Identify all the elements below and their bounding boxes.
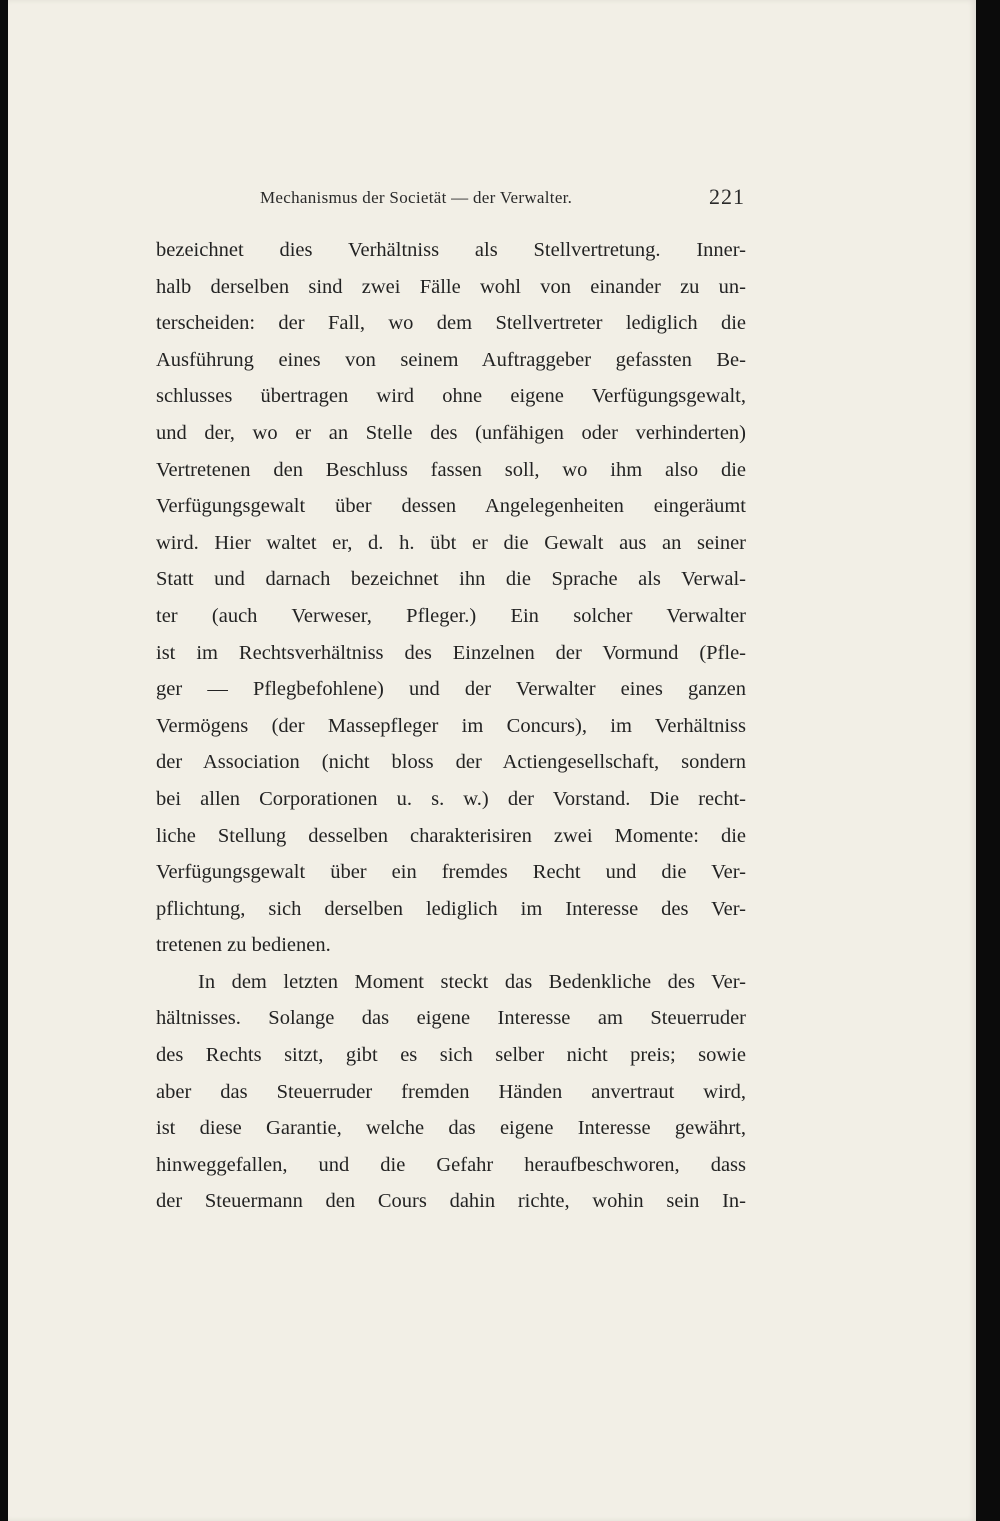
text-line: bei allen Corporationen u. s. w.) der Vorstand. Die recht- — [156, 787, 746, 810]
text-line: Verfügungsgewalt über dessen Angelegenheiten eingeräumt — [156, 495, 746, 518]
text-line: Statt und darnach bezeichnet ihn die Sprache als Verwal- — [156, 568, 746, 591]
body-text — [156, 232, 746, 1220]
text-line: halb derselben sind zwei Fälle wohl von einander zu un- — [156, 275, 746, 298]
text-line: liche Stellung desselben charakterisiren zwei Momente: die — [156, 824, 746, 847]
text-line: hältnisses. Solange das eigene Interesse am Steuerruder — [156, 1007, 746, 1030]
paragraph-end-line: tretenen zu bedienen. — [156, 934, 331, 957]
text-line: ist im Rechtsverhältniss des Einzelnen der Vormund (Pfle- — [156, 641, 746, 664]
text-line: ter (auch Verweser, Pfleger.) Ein solcher Verwalter — [156, 604, 746, 627]
book-page — [8, 0, 976, 1521]
text-line: Verfügungsgewalt über ein fremdes Recht und die Ver- — [156, 861, 746, 884]
text-line: wird. Hier waltet er, d. h. übt er die Gewalt aus an seiner — [156, 531, 746, 554]
text-line: schlusses übertragen wird ohne eigene Verfügungsgewalt, — [156, 385, 746, 408]
text-line: und der, wo er an Stelle des (unfähigen oder verhinderten) — [156, 421, 746, 444]
text-line: Ausführung eines von seinem Auftraggeber gefassten Be- — [156, 348, 746, 371]
paragraph-start-line: In dem letzten Moment steckt das Bedenkliche des Ver- — [198, 970, 746, 993]
page-header — [260, 182, 745, 222]
text-line: der Association (nicht bloss der Actiengesellschaft, sondern — [156, 751, 746, 774]
text-line: bezeichnet dies Verhältniss als Stellvertretung. Inner- — [156, 239, 746, 261]
text-line: des Rechts sitzt, gibt es sich selber nicht preis; sowie — [156, 1044, 746, 1067]
text-line: pflichtung, sich derselben lediglich im Interesse des Ver- — [156, 897, 746, 920]
text-line: ger — Pflegbefohlene) und der Verwalter eines ganzen — [156, 678, 746, 701]
text-line: der Steuermann den Cours dahin richte, wohin sein In- — [156, 1190, 746, 1213]
page-number: 221 — [709, 184, 745, 209]
text-line: Vertretenen den Beschluss fassen soll, wo ihm also die — [156, 458, 746, 481]
running-title: Mechanismus der Societät — der Verwalter. — [260, 188, 573, 207]
text-line: Vermögens (der Massepfleger im Concurs), im Verhältniss — [156, 714, 746, 737]
text-line: ist diese Garantie, welche das eigene Interesse gewährt, — [156, 1117, 746, 1140]
text-line: aber das Steuerruder fremden Händen anvertraut wird, — [156, 1080, 746, 1103]
text-line: hinweggefallen, und die Gefahr heraufbeschworen, dass — [156, 1153, 746, 1176]
text-line: terscheiden: der Fall, wo dem Stellvertreter lediglich die — [156, 312, 746, 335]
